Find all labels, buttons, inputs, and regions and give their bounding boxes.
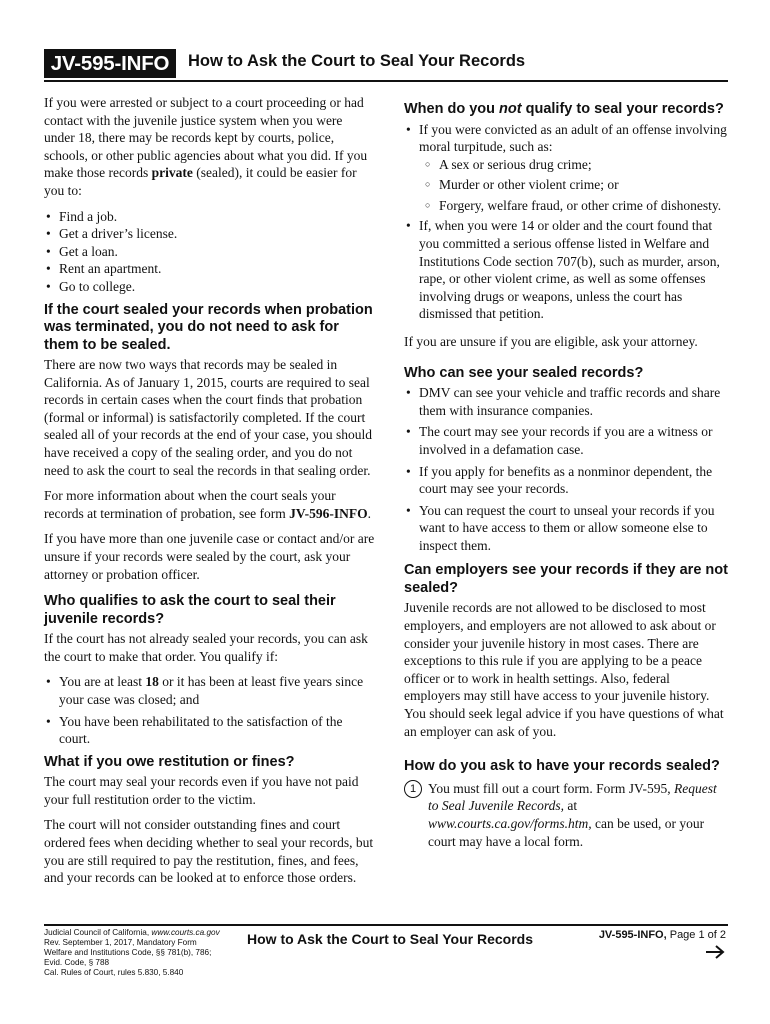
footer-line: Evid. Code, § 788	[44, 958, 110, 967]
footer-line: Welfare and Institutions Code, §§ 781(b), 786;	[44, 948, 212, 957]
document-title: How to Ask the Court to Seal Your Records	[188, 52, 526, 70]
not-qualify-list	[404, 121, 728, 324]
step-1: 1 You must fill out a court form. Form JV-595, Request to Seal Juvenile Records, at www.courts.ca.gov/forms.htm, can be used, or your court may have a local form.	[404, 780, 728, 850]
list-item: • Get a driver’s license.	[44, 225, 376, 243]
list-item: • You are at least 18 or it has been at least five years since your case was closed; and	[44, 673, 376, 708]
intro-paragraph: If you were arrested or subject to a court proceeding or had contact with the juvenile justice system when you were under 18, there may be records kept by courts, police, schools, or other public agencies about what you did. If you make those records private (sealed), it could be easier for you to:	[44, 95, 368, 198]
form-reference: JV-596-INFO	[289, 505, 368, 521]
qualify-bullet-list	[44, 673, 376, 747]
more-than-one-case-paragraph: If you have more than one juvenile case or contact and/or are unsure if your records were sealed by the court, ask your attorney or probation officer.	[44, 531, 375, 582]
who-can-see-list	[404, 384, 728, 554]
who-qualifies-paragraph: If the court has not already sealed your records, you can ask the court to make that order. You qualify if:	[44, 631, 368, 664]
heading-who-qualifies: Who qualifies to ask the court to seal their juvenile records?	[44, 593, 336, 627]
page-indicator: JV-595-INFO, Page 1 of 2	[598, 929, 726, 941]
next-page-arrow-icon	[704, 944, 726, 960]
list-item: • The court may see your records if you are a witness or involved in a defamation case.	[404, 423, 728, 458]
list-item: • You have been rehabilitated to the satisfaction of the court.	[44, 713, 376, 748]
footer-line: Judicial Council of California, www.courts.ca.gov	[44, 928, 220, 937]
intro-bullet-list	[44, 208, 376, 296]
right-column	[404, 101, 728, 850]
step-number-badge: 1	[404, 780, 422, 798]
list-item: • Rent an apartment.	[44, 260, 376, 278]
list-item: • You can request the court to unseal your records if you want to have access to them or allow someone else to inspect them.	[404, 502, 728, 555]
heading-how-to-ask: How do you ask to have your records sealed?	[404, 758, 720, 775]
heading-restitution: What if you owe restitution or fines?	[44, 753, 295, 770]
footer-rule	[44, 924, 728, 926]
sealed-probation-paragraph: There are now two ways that records may be sealed in California. As of January 1, 2015, courts are required to seal records in certain cases when the court finds that probation (formal or informal) is satisfactorily completed. If the court sealed all of your records at the end of your case, you should have received a copy of the sealing order, and you do not need to ask the court to seal the records in that sealing order.	[44, 357, 373, 478]
footer-line: Rev. September 1, 2017, Mandatory Form	[44, 938, 197, 947]
heading-who-can-see: Who can see your sealed records?	[404, 364, 644, 381]
list-item: • If, when you were 14 or older and the court found that you committed a serious offense listed in Welfare and Institutions Code section 707(b), such as murder, arson, rape, or other violent crime, as well as some offenses involving drugs or weapons, unless the court has dismissed that petition.	[404, 217, 728, 323]
list-item: • Go to college.	[44, 278, 376, 296]
heading-not-qualify: When do you not qualify to seal your records?	[404, 101, 724, 117]
heading-employers: Can employers see your records if they are not sealed?	[404, 562, 728, 596]
footer-line: Cal. Rules of Court, rules 5.830, 5.840	[44, 968, 184, 977]
restitution-paragraph-1: The court may seal your records even if you have not paid your full restitution order to the victim.	[44, 774, 359, 807]
sub-list	[419, 156, 728, 215]
heading-sealed-at-probation: If the court sealed your records when probation was terminated, you do not need to ask for them to be sealed.	[44, 301, 373, 353]
sub-list-item: ○ Murder or other violent crime; or	[419, 176, 728, 194]
more-info-paragraph: For more information about when the court seals your records at termination of probation, see form JV-596-INFO.	[44, 488, 372, 521]
list-item: • If you apply for benefits as a nonminor dependent, the court may see your records.	[404, 463, 728, 498]
restitution-paragraph-2: The court will not consider outstanding fines and court ordered fees when deciding whether to seal your records, but you are still required to pay the restitution, fines, and fees, and your records can be looked at to enforce those orders.	[44, 817, 374, 886]
footer-title: How to Ask the Court to Seal Your Records	[247, 931, 534, 947]
unsure-paragraph: If you are unsure if you are eligible, ask your attorney.	[404, 334, 698, 350]
sub-list-item: ○ A sex or serious drug crime;	[419, 156, 728, 174]
list-item: • Get a loan.	[44, 243, 376, 261]
footer-citation	[44, 928, 244, 978]
form-id-badge: JV-595-INFO	[44, 49, 176, 78]
header-rule	[44, 80, 728, 82]
sub-list-item: ○ Forgery, welfare fraud, or other crime of dishonesty.	[419, 197, 728, 215]
forms-url: www.courts.ca.gov/forms.htm,	[428, 815, 592, 831]
list-item: • If you were convicted as an adult of an offense involving moral turpitude, such as: ○ A sex or serious drug crime; ○ Murder or other violent crime; or ○ Forgery, welfare fraud, or other crime of dishonesty.	[404, 121, 728, 215]
form-title-reference: Request to Seal Juvenile Records,	[428, 780, 717, 814]
list-item: • Find a job.	[44, 208, 376, 226]
list-item: • DMV can see your vehicle and traffic records and share them with insurance companies.	[404, 384, 728, 419]
employers-paragraph: Juvenile records are not allowed to be disclosed to most employers, and employers are not allowed to ask about or consider your juvenile history in most cases. There are exceptions to this rule if you are applying to be a peace officer or to work in health settings. Also, federal employers may still have access to your juvenile history. You should seek legal advice if you have questions of what an employer can ask of you.	[404, 600, 724, 739]
left-column	[44, 94, 376, 895]
